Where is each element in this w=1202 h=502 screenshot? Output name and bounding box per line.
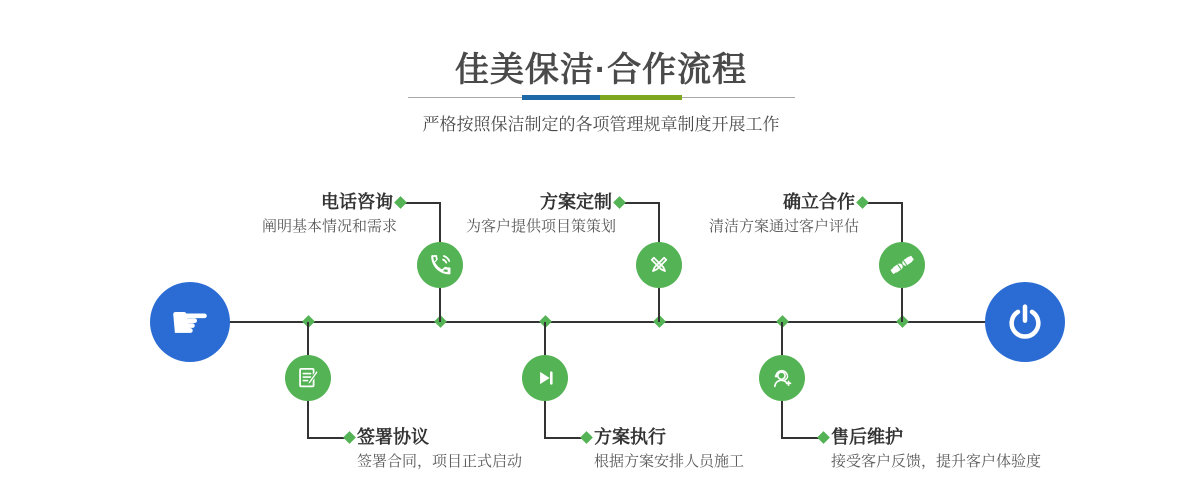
step-title-establish-coop: 确立合作 [783,192,855,212]
handshake-icon [888,251,916,279]
end-node [985,282,1065,362]
connector [781,437,819,439]
connector [439,288,441,322]
page-subtitle: 严格按照保洁制定的各项管理规章制度开展工作 [422,115,780,134]
headset-plus-icon [768,364,796,392]
connector [307,437,345,439]
timeline [228,321,986,323]
step-desc-plan-execution: 根据方案安排人员施工 [594,453,745,470]
step-node-after-sales [759,355,805,401]
step-desc-sign-agreement: 签署合同，项目正式启动 [357,453,523,470]
step-node-establish-coop [879,242,925,288]
connector [658,288,660,322]
connector [544,401,546,439]
play-next-icon [531,364,559,392]
label-diamond [856,196,869,209]
step-title-sign-agreement: 签署协议 [357,427,429,447]
label-diamond [817,431,830,444]
connector [544,437,582,439]
step-desc-establish-coop: 清洁方案通过客户评估 [708,218,859,235]
connector [307,322,309,355]
step-title-plan-execution: 方案执行 [594,427,666,447]
connector [901,202,903,243]
pointing-hand-icon: ☛ [169,295,211,349]
label-diamond [580,431,593,444]
connector [901,288,903,322]
step-title-plan-custom: 方案定制 [540,192,612,212]
step-node-sign-agreement [285,355,331,401]
title-divider [408,97,795,98]
step-title-phone-consult: 电话咨询 [321,192,393,212]
step-title-after-sales: 售后维护 [831,427,903,447]
step-desc-after-sales: 接受客户反馈，提升客户体验度 [831,453,1042,470]
divider-blue-segment [522,95,600,100]
step-desc-phone-consult: 阐明基本情况和需求 [261,218,397,235]
connector [781,401,783,439]
phone-icon [426,251,454,279]
title-divider-accent [522,95,682,100]
page-title: 佳美保洁·合作流程 [454,51,748,89]
divider-green-segment [600,95,682,100]
crossed-pencils-icon [645,251,673,279]
step-node-phone-consult [417,242,463,288]
connector [781,322,783,355]
start-node [150,282,230,362]
step-node-plan-custom [636,242,682,288]
step-node-plan-execution [522,355,568,401]
connector [544,322,546,355]
connector [307,401,309,439]
power-icon [1005,302,1045,342]
label-diamond [343,431,356,444]
contract-pen-icon [294,364,322,392]
step-desc-plan-custom: 为客户提供项目策策划 [465,218,616,235]
